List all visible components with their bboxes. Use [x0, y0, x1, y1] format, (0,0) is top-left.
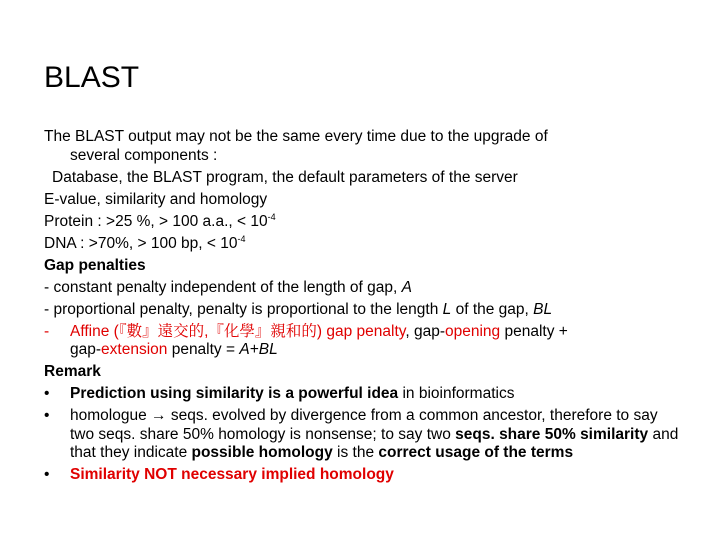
b2-c: and that they indicate — [70, 425, 679, 461]
affine-line-1 — [70, 323, 684, 342]
affine-formula: A+BL — [239, 341, 278, 358]
affine-black-2: penalty + — [500, 322, 568, 340]
intro-continuation: several components : — [70, 146, 218, 164]
components-list: Database, the BLAST program, the default parameters of the server — [52, 168, 518, 186]
dna-threshold — [44, 235, 684, 254]
affine-black-1: , gap- — [405, 322, 445, 340]
evalue-heading: E-value, similarity and homology — [44, 190, 268, 208]
arrow-right-icon: → — [151, 407, 167, 424]
constant-var: A — [401, 278, 412, 296]
remark-heading: Remark — [44, 363, 101, 380]
affine-black-4: penalty = — [167, 341, 240, 358]
proportional-penalty — [44, 301, 684, 320]
slide-body — [44, 128, 684, 485]
intro-line: The BLAST output may not be the same every time due to the upgrade of — [44, 128, 548, 145]
b2-bold-3: correct usage of the terms — [378, 444, 574, 461]
constant-text: - constant penalty independent of the length of gap, — [44, 278, 402, 296]
bullet-dot: • — [44, 385, 50, 402]
protein-threshold — [44, 213, 684, 232]
affine-black-3: gap- — [70, 341, 102, 358]
dna-exponent: -4 — [237, 233, 246, 244]
protein-exponent: -4 — [267, 211, 276, 222]
prop-text-b: of the gap, — [451, 300, 534, 318]
slide-title: BLAST — [44, 61, 140, 94]
b1-rest: in bioinformatics — [398, 385, 515, 402]
affine-red-3: extension — [101, 341, 168, 358]
b2-bold-1: seqs. share 50% similarity — [455, 425, 649, 443]
prop-var-l: L — [442, 300, 452, 318]
prop-var-bl: BL — [533, 300, 553, 318]
remark-bullet-1 — [44, 385, 684, 404]
b2-bold-2: possible homology — [191, 444, 333, 461]
protein-text: Protein : >25 %, > 100 a.a., < 10 — [44, 212, 268, 230]
b2-d: is the — [332, 444, 379, 461]
b3-text: Similarity NOT necessary implied homology — [70, 466, 394, 483]
dna-text: DNA : >70%, > 100 bp, < 10 — [44, 234, 238, 252]
bullet-dot: • — [44, 466, 50, 483]
b2-a: homologue — [70, 407, 152, 424]
affine-marker: - — [44, 322, 50, 340]
remark-bullet-3 — [44, 466, 684, 485]
prop-text-a: - proportional penalty, penalty is proportional to the length — [44, 300, 443, 318]
constant-penalty — [44, 279, 684, 298]
bullet-dot: • — [44, 407, 50, 424]
b1-bold: Prediction using similarity is a powerful idea — [70, 385, 399, 402]
gap-penalties-heading: Gap penalties — [44, 256, 146, 274]
affine-item — [44, 323, 684, 360]
affine-red-2: opening — [445, 322, 501, 340]
b2-b: seqs. evolved by divergence from a common ancestor, therefore to say two seqs. share 50% homology is nonsense; to say two — [70, 407, 658, 443]
remark-bullet-2 — [44, 407, 684, 463]
affine-red-1: Affine (『數』遠交的,『化學』親和的) gap penalty — [70, 322, 406, 340]
affine-line-2 — [70, 341, 684, 360]
